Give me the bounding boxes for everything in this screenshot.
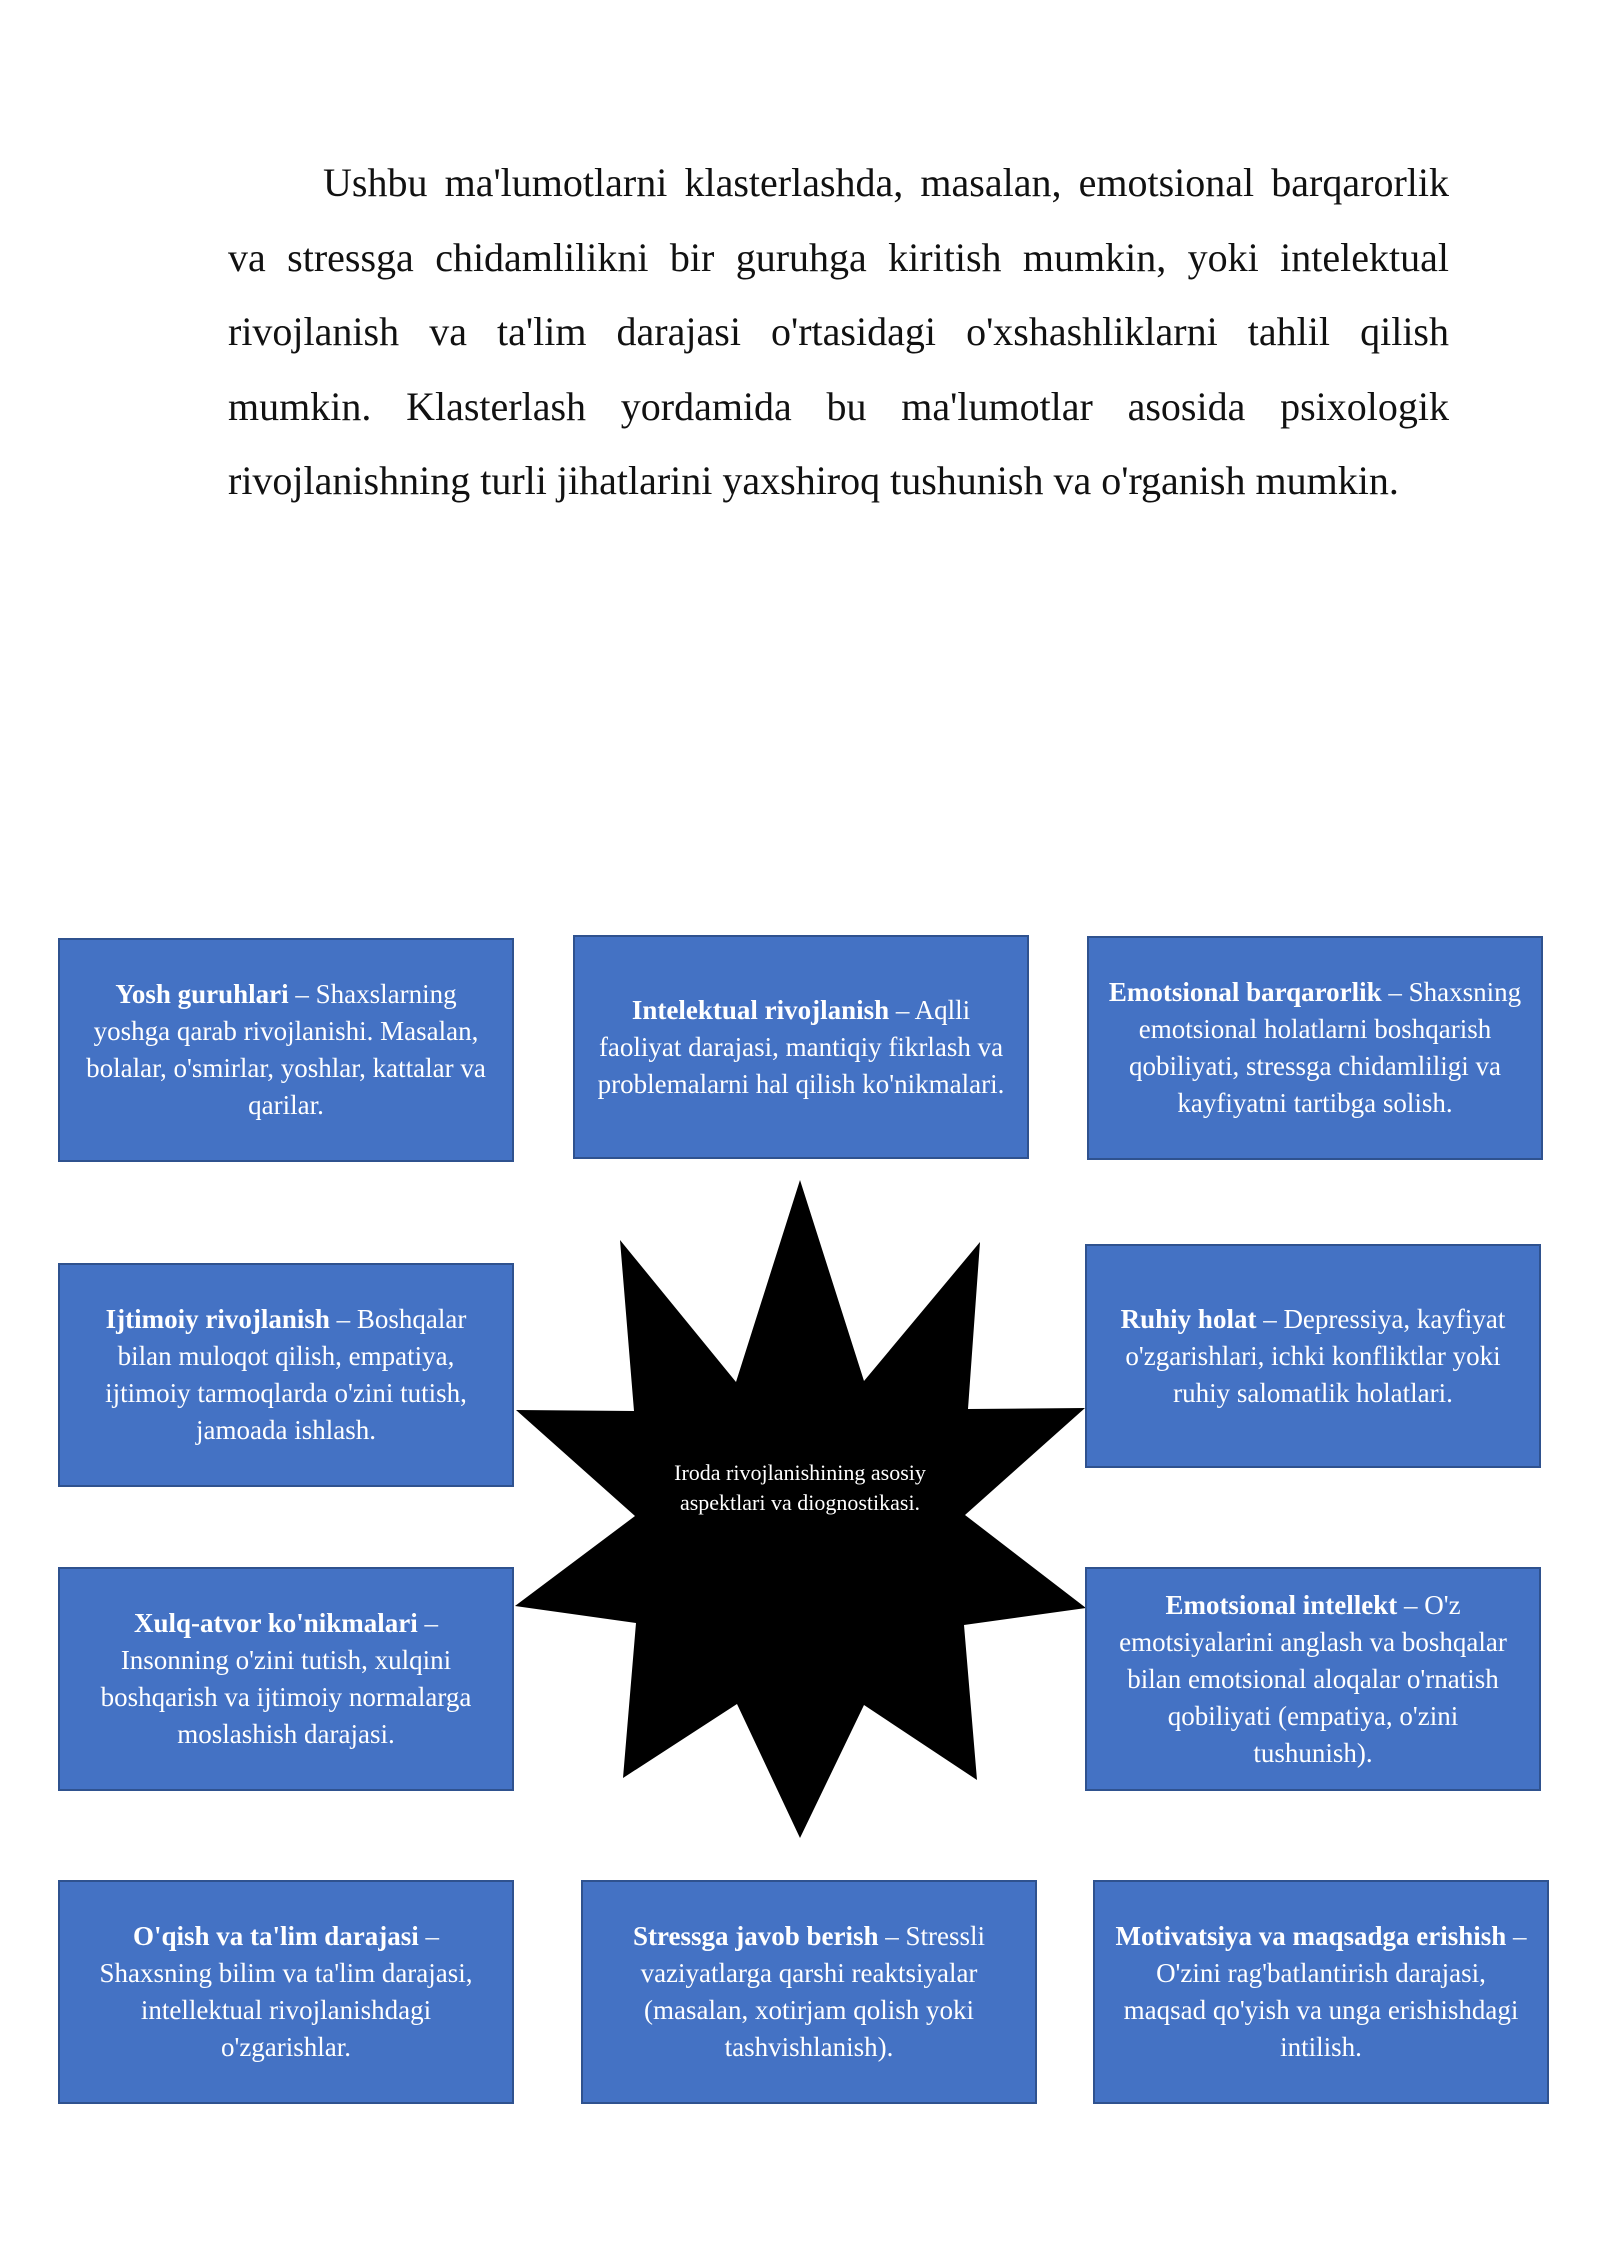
box-text: – Insonning o'zini tutish, xulqini boshqarish va ijtimoiy normalarga moslashish darajasi. <box>100 1608 472 1749</box>
box-text: – Shaxsning emotsional holatlarni boshqarish qobiliyati, stressga chidamliligi va kayfiyatni tartibga solish. <box>1129 977 1522 1118</box>
box-title: Stressga javob berish <box>632 1921 879 1951</box>
box-title: Ijtimoiy rivojlanish <box>105 1304 330 1334</box>
box-oqish-talim <box>58 1880 514 2104</box>
box-yosh-guruhlari <box>58 938 514 1162</box>
center-star-label: Iroda rivojlanishining asosiy aspektlari va diognostikasi. <box>674 1460 926 1515</box>
box-title: Yosh guruhlari <box>115 979 289 1009</box>
box-title: O'qish va ta'lim darajasi <box>132 1921 419 1951</box>
box-ijtimoiy-rivojlanish <box>58 1263 514 1487</box>
box-text: – Boshqalar bilan muloqot qilish, empatiya, ijtimoiy tarmoqlarda o'zini tutish, jamoada ishlash. <box>105 1304 467 1445</box>
box-ruhiy-holat <box>1085 1244 1541 1468</box>
box-title: Intelektual rivojlanish <box>631 994 890 1025</box>
box-motivatsiya <box>1093 1880 1549 2104</box>
box-title: Emotsional intellekt <box>1165 1589 1398 1620</box>
box-stressga-javob <box>581 1880 1037 2104</box>
body-paragraph: Ushbu ma'lumotlarni klasterlashda, masalan, emotsional barqarorlik va stressga chidamlilikni bir guruhga kiritish mumkin, yoki intelektual rivojlanish va ta'lim darajasi o'rtasidagi o'xshashliklarni tahlil qilish mumkin. Klasterlash yordamida bu ma'lumotlar asosida psixologik rivojlanishning turli jihatlarini yaxshiroq tushunish va o'rganish mumkin. <box>228 160 1449 503</box>
box-text: – Shaxsning bilim va ta'lim darajasi, intellektual rivojlanishdagi o'zgarishlar. <box>99 1921 473 2062</box>
box-title: Xulq-atvor ko'nikmalari <box>133 1608 418 1638</box>
box-intelektual-rivojlanish <box>573 935 1029 1159</box>
box-text: – O'z emotsiyalarini anglash va boshqalar bilan emotsional aloqalar o'rnatish qobiliyati (empatiya, o'zini tushunish). <box>1119 1589 1507 1768</box>
box-emotsional-intellekt <box>1085 1567 1541 1791</box>
box-text: – Depressiya, kayfiyat o'zgarishlari, ichki konfliktlar yoki ruhiy salomatlik holatlari. <box>1125 1303 1506 1408</box>
box-text: – Aqlli faoliyat darajasi, mantiqiy fikrlash va problemalarni hal qilish ko'nikmalari. <box>597 994 1005 1099</box>
box-xulq-atvor <box>58 1567 514 1791</box>
box-title: Ruhiy holat <box>1120 1303 1257 1334</box>
box-text: – O'zini rag'batlantirish darajasi, maqsad qo'yish va unga erishishdagi intilish. <box>1123 1921 1527 2062</box>
box-title: Motivatsiya va maqsadga erishish <box>1115 1921 1507 1951</box>
box-title: Emotsional barqarorlik <box>1108 977 1382 1007</box>
box-text: – Stressli vaziyatlarga qarshi reaktsiyalar (masalan, xotirjam qolish yoki tashvishlanish). <box>640 1921 986 2062</box>
box-text: – Shaxslarning yoshga qarab rivojlanishi. Masalan, bolalar, o'smirlar, yoshlar, kattalar va qarilar. <box>86 979 486 1120</box>
box-emotsional-barqarorlik <box>1087 936 1543 1160</box>
